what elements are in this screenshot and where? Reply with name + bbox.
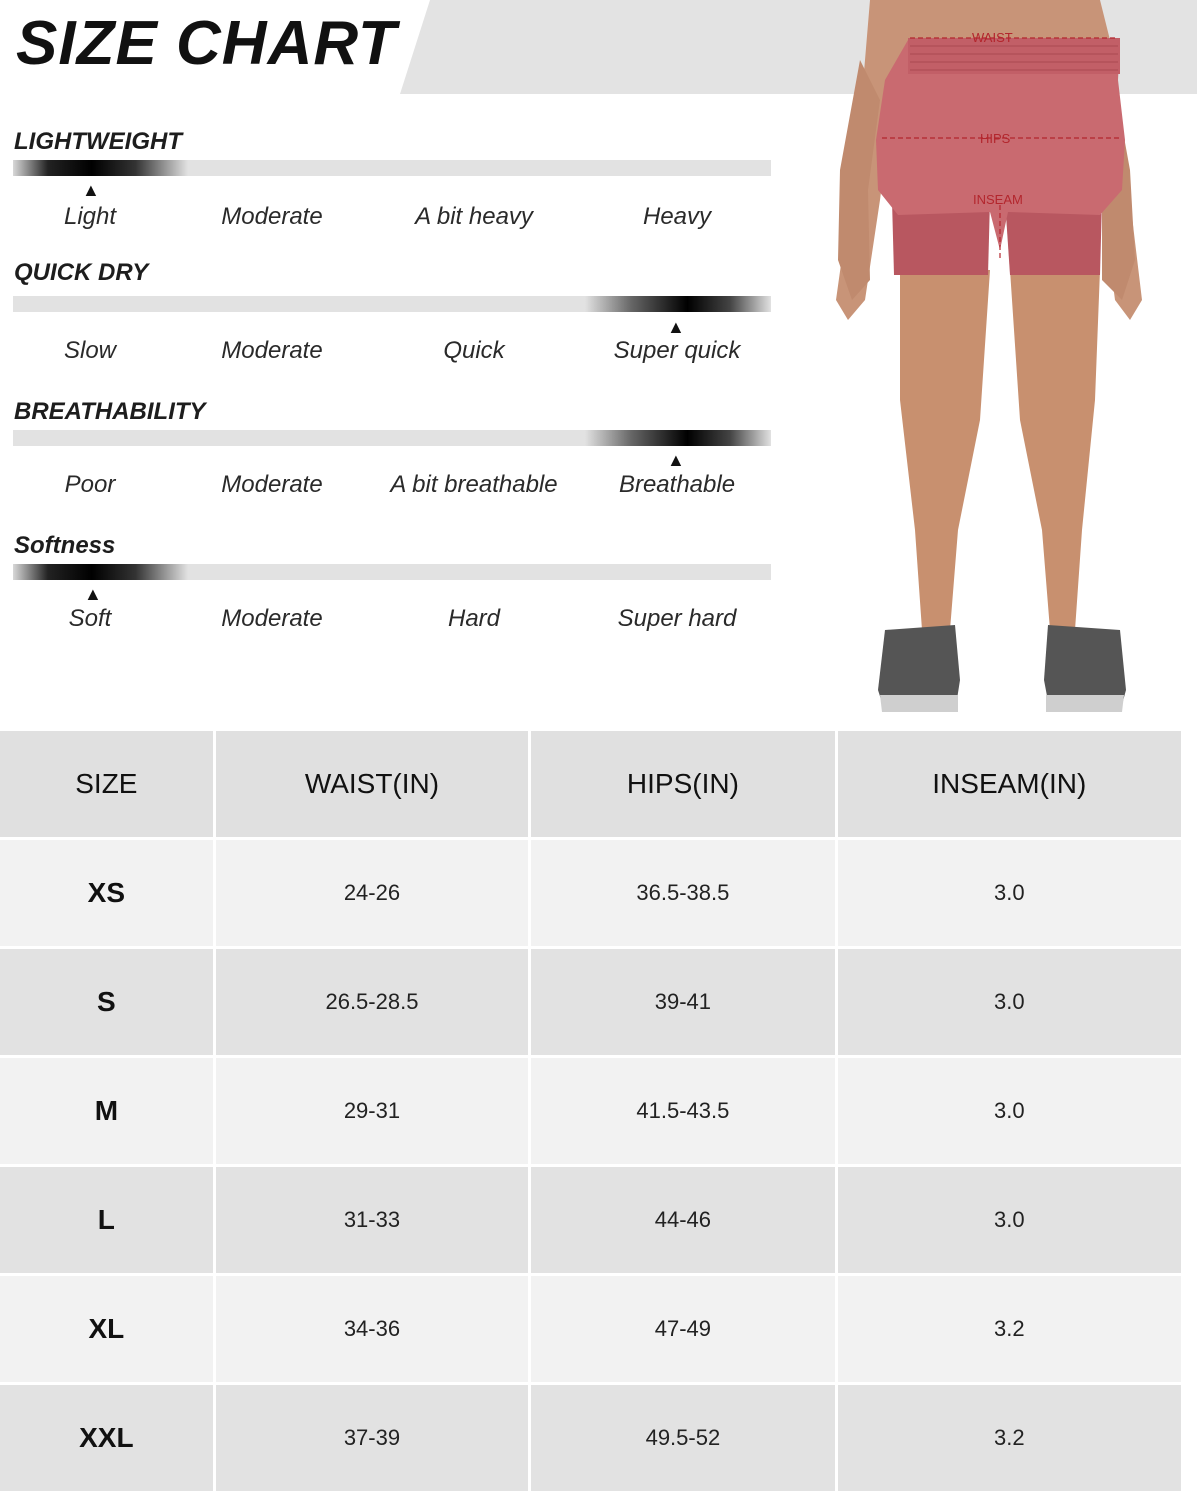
- model-illustration: [830, 0, 1160, 722]
- inseam-cell: 3.2: [838, 1385, 1181, 1491]
- level-label: Quick: [443, 337, 505, 364]
- hips-cell: 47-49: [531, 1276, 834, 1382]
- level-label: Super hard: [617, 605, 737, 632]
- level-label: A bit heavy: [415, 203, 533, 230]
- column-header: WAIST(IN): [216, 731, 528, 837]
- level-label: Moderate: [221, 605, 323, 632]
- hips-cell: 49.5-52: [531, 1385, 834, 1491]
- waist-cell: 26.5-28.5: [216, 949, 528, 1055]
- table-row: [0, 1058, 1181, 1164]
- column-header: SIZE: [0, 731, 213, 837]
- size-cell: XS: [0, 840, 213, 946]
- level-label: Light: [63, 203, 117, 230]
- level-label: Super quick: [613, 337, 741, 364]
- table-row: [0, 1276, 1181, 1382]
- level-label: Soft: [68, 605, 112, 632]
- inseam-cell: 3.0: [838, 1058, 1181, 1164]
- size-cell: XL: [0, 1276, 213, 1382]
- waist-cell: 34-36: [216, 1276, 528, 1382]
- rating-indicator: [585, 296, 771, 312]
- level-label: Poor: [64, 471, 116, 498]
- table-row: [0, 1385, 1181, 1491]
- column-header: HIPS(IN): [531, 731, 834, 837]
- column-header: INSEAM(IN): [838, 731, 1181, 837]
- rating-bar: [13, 564, 771, 580]
- level-label: Hard: [447, 605, 501, 632]
- size-cell: XXL: [0, 1385, 213, 1491]
- triangle-marker-icon: ▲: [82, 180, 100, 200]
- rating-bar: [13, 296, 771, 312]
- triangle-marker-icon: ▲: [84, 584, 102, 604]
- waist-cell: 29-31: [216, 1058, 528, 1164]
- page-title: SIZE CHART: [16, 9, 397, 78]
- size-cell: L: [0, 1167, 213, 1273]
- model-image: [830, 0, 1160, 722]
- feature-title: QUICK DRY: [14, 259, 149, 286]
- table-row: [0, 1167, 1181, 1273]
- feature-title: LIGHTWEIGHT: [14, 128, 182, 155]
- triangle-marker-icon: ▲: [667, 450, 685, 470]
- level-label: Breathable: [618, 471, 736, 498]
- size-table: [0, 728, 1184, 1494]
- inseam-label: INSEAM: [973, 192, 1023, 207]
- size-cell: S: [0, 949, 213, 1055]
- hips-cell: 39-41: [531, 949, 834, 1055]
- inseam-cell: 3.0: [838, 840, 1181, 946]
- level-label: Heavy: [642, 203, 712, 230]
- table-row: [0, 949, 1181, 1055]
- hips-label: HIPS: [980, 131, 1011, 146]
- feature-title: Softness: [14, 532, 116, 559]
- hips-cell: 44-46: [531, 1167, 834, 1273]
- waist-cell: 24-26: [216, 840, 528, 946]
- waist-cell: 37-39: [216, 1385, 528, 1491]
- hips-cell: 36.5-38.5: [531, 840, 834, 946]
- triangle-marker-icon: ▲: [667, 317, 685, 337]
- rating-indicator: [13, 564, 188, 580]
- hips-cell: 41.5-43.5: [531, 1058, 834, 1164]
- level-label: Moderate: [221, 337, 323, 364]
- feature-title: BREATHABILITY: [14, 398, 206, 425]
- size-cell: M: [0, 1058, 213, 1164]
- inseam-cell: 3.0: [838, 1167, 1181, 1273]
- rating-bar: [13, 430, 771, 446]
- table-row: [0, 840, 1181, 946]
- rating-indicator: [13, 160, 188, 176]
- inseam-cell: 3.2: [838, 1276, 1181, 1382]
- level-label: Moderate: [221, 471, 323, 498]
- table-header-row: [0, 731, 1181, 837]
- level-label: Slow: [63, 337, 117, 364]
- level-label: Moderate: [221, 203, 323, 230]
- rating-bar: [13, 160, 771, 176]
- waist-label: WAIST: [972, 30, 1013, 45]
- waist-cell: 31-33: [216, 1167, 528, 1273]
- level-label: A bit breathable: [390, 471, 558, 498]
- rating-indicator: [585, 430, 771, 446]
- inseam-cell: 3.0: [838, 949, 1181, 1055]
